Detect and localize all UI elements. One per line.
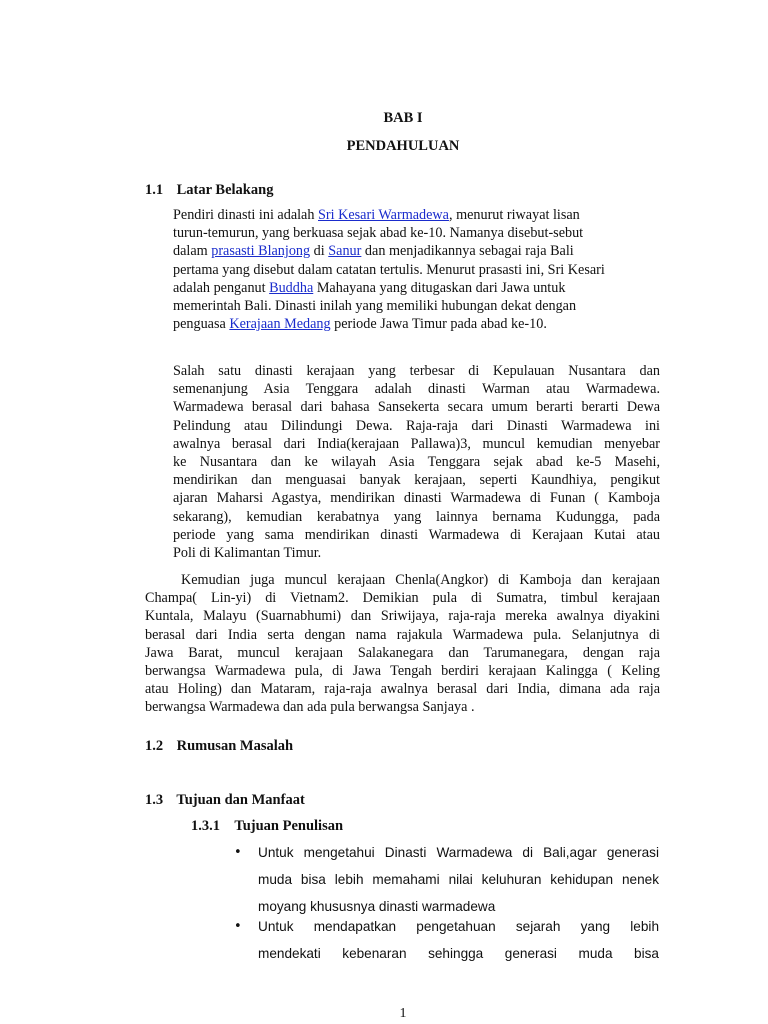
paragraph-line: berasal dari India serta dengan nama rajakula Warmadewa pula. Selanjutnya di xyxy=(145,626,660,643)
section-number: 1.2 xyxy=(145,738,164,754)
paragraph-line: Kuntala, Malayu (Suarnabhumi) dan Sriwijaya, raja-raja mereka awalnya diyakini xyxy=(145,608,660,625)
subsection-heading-1-3-1 xyxy=(191,818,343,835)
section-heading-1-1 xyxy=(145,182,273,199)
bullet-item-1 xyxy=(258,839,659,920)
paragraph-line: semenanjung Asia Tenggara adalah dinasti Warman atau Warmadewa. xyxy=(173,381,660,398)
bullet-item-2 xyxy=(258,913,659,967)
paragraph-3 xyxy=(145,571,660,717)
section-title: Tujuan dan Manfaat xyxy=(176,792,305,808)
text-run: di xyxy=(310,243,329,260)
paragraph-2 xyxy=(173,362,660,562)
subsection-title: Tujuan Penulisan xyxy=(234,818,344,834)
paragraph-line: pertama yang disebut dalam catatan tertulis. Menurut prasasti ini, Sri Kesari xyxy=(173,261,605,278)
bullet-line: Untuk mendapatkan pengetahuan sejarah yang lebih xyxy=(258,919,659,934)
page-number: 1 xyxy=(399,1006,407,1021)
text-run: periode Jawa Timur pada abad ke-10. xyxy=(330,316,547,333)
section-heading-1-3 xyxy=(145,792,305,809)
text-run: dan menjadikannya sebagai raja Bali xyxy=(361,243,574,260)
chapter-title: PENDAHULUAN xyxy=(346,138,460,154)
paragraph-line xyxy=(173,315,653,333)
paragraph-line: Warmadewa berasal dari bahasa Sansekerta secara umum berarti berarti Dewa xyxy=(173,399,660,416)
bullet-line: Untuk mengetahui Dinasti Warmadewa di Bali,agar generasi xyxy=(258,845,659,860)
bullet-icon: • xyxy=(234,919,242,934)
section-number: 1.3 xyxy=(145,792,164,808)
text-run: Mahayana yang ditugaskan dari Jawa untuk xyxy=(313,279,566,296)
section-number: 1.1 xyxy=(145,182,164,198)
paragraph-line: periode yang sama mendirikan dinasti Warmadewa di Kerajaan Kutai atau xyxy=(173,526,660,543)
paragraph-line: berwangsa Warmadewa dan ada pula berwangsa Sanjaya . xyxy=(145,699,475,716)
bullet-line: mendekati kebenaran sehingga generasi muda bisa xyxy=(258,946,659,961)
paragraph-line: awalnya berasal dari India(kerajaan Pallawa)3, muncul kemudian menyebar xyxy=(173,435,660,452)
paragraph-line: berwangsa Warmadewa pula, di Jawa Tengah berdiri kerajaan Kalingga ( Keling xyxy=(145,662,660,679)
chapter-label: BAB I xyxy=(383,110,423,126)
paragraph-line xyxy=(173,279,653,297)
paragraph-line: mendirikan dan menguasai banyak kerajaan, seperti Kaundhiya, pengikut xyxy=(173,472,660,489)
paragraph-line: ajaran Maharsi Agastya, mendirikan dinasti Warmadewa di Funan ( Kamboja xyxy=(173,490,660,507)
paragraph-line: atau Holing) dan Mataram, raja-raja awalnya berasal dari India, dimana ada raja xyxy=(145,681,660,698)
paragraph-line: memerintah Bali. Dinasti inilah yang memiliki hubungan dekat dengan xyxy=(173,297,577,314)
subsection-number: 1.3.1 xyxy=(191,818,220,834)
link-kerajaan-medang[interactable]: Kerajaan Medang xyxy=(229,316,331,333)
text-run: , menurut riwayat lisan xyxy=(448,207,580,223)
paragraph-line: sekarang), kemudian kerabatnya yang lainnya bernama Kudungga, pada xyxy=(173,508,660,525)
link-prasasti-blanjong[interactable]: prasasti Blanjong xyxy=(211,243,311,260)
link-sanur[interactable]: Sanur xyxy=(328,243,362,260)
section-title: Rumusan Masalah xyxy=(176,738,294,754)
paragraph-line: Salah satu dinasti kerajaan yang terbesar di Kepulauan Nusantara dan xyxy=(173,363,660,379)
section-heading-1-2 xyxy=(145,738,293,755)
paragraph-line: Poli di Kalimantan Timur. xyxy=(173,544,322,561)
paragraph-line xyxy=(173,242,653,260)
text-run: adalah penganut xyxy=(173,279,270,296)
paragraph-line: ke Nusantara dan ke wilayah Asia Tenggara sejak abad ke-5 Masehi, xyxy=(173,453,660,470)
text-run: Pendiri dinasti ini adalah xyxy=(173,207,318,223)
bullet-line: muda bisa lebih memahami nilai keluhuran kehidupan nenek xyxy=(258,872,659,887)
paragraph-line xyxy=(173,206,653,224)
bullet-line: moyang khususnya dinasti warmadewa xyxy=(258,899,496,914)
paragraph-line: Pelindung atau Dilindungi Dewa. Raja-raja dari Dinasti Warmadewa ini xyxy=(173,417,660,434)
paragraph-1 xyxy=(173,206,653,333)
section-title: Latar Belakang xyxy=(176,182,274,198)
text-run: dalam xyxy=(173,243,212,260)
paragraph-line: Champa( Lin-yi) di Vietnam2. Demikian pula di Sumatra, timbul kerajaan xyxy=(145,590,660,607)
paragraph-line: Kemudian juga muncul kerajaan Chenla(Angkor) di Kamboja dan kerajaan xyxy=(181,572,660,588)
link-sri-kesari-warmadewa[interactable]: Sri Kesari Warmadewa xyxy=(318,207,449,223)
paragraph-line: turun-temurun, yang berkuasa sejak abad ke-10. Namanya disebut-sebut xyxy=(173,225,584,242)
text-run: penguasa xyxy=(173,316,230,333)
paragraph-line: Jawa Barat, muncul kerajaan Salakanegara dan Tarumanegara, dengan raja xyxy=(145,644,660,661)
bullet-icon: • xyxy=(234,845,242,860)
link-buddha[interactable]: Buddha xyxy=(269,279,314,296)
